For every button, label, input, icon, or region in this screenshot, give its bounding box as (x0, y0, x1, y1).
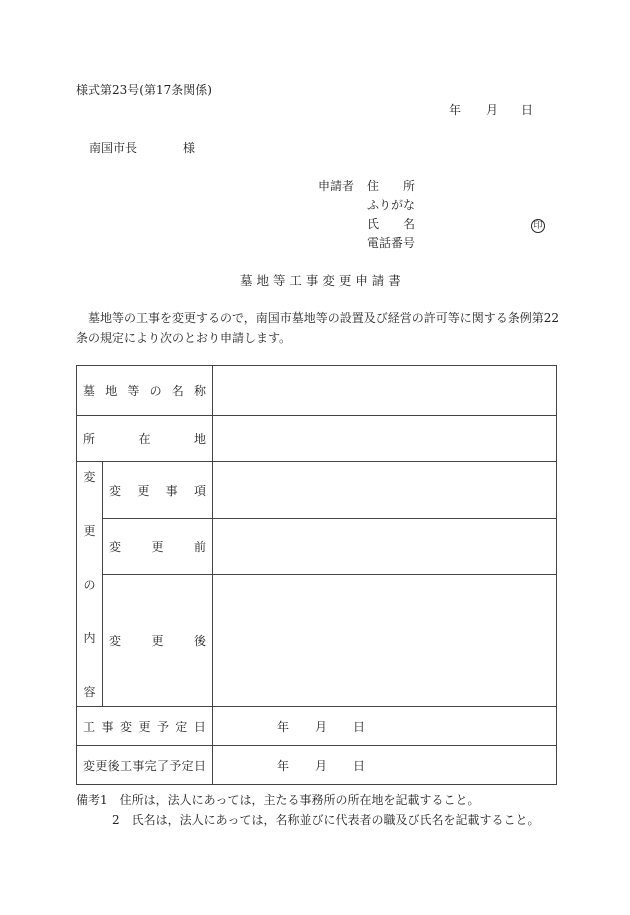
applicant-label: 申請者 (318, 179, 355, 193)
document-title: 墓 地 等 工 事 変 更 申 請 書 (240, 273, 401, 288)
char: 名 (402, 217, 415, 231)
label-char: 後 (193, 634, 206, 649)
scheduled-change-date-field[interactable] (213, 707, 557, 746)
body-line-1: 墓地等の工事を変更するので，南国市墓地等の設置及び経営の許可等に関する条例第22 (88, 311, 560, 325)
label-char: 工 (83, 719, 96, 734)
scheduled-change-date-label (77, 707, 213, 746)
label-char: 所 (83, 432, 96, 446)
label-char: 前 (193, 540, 206, 555)
label-char: 定 (175, 719, 188, 734)
label-char: 更 (95, 758, 108, 773)
label-char: 了 (156, 758, 169, 773)
row-change-item (77, 462, 557, 519)
date-day: 日 (521, 103, 534, 117)
label-char: 事 (101, 719, 114, 734)
note-2: 2 氏名は，法人にあっては，名称並びに代表者の職及び氏名を記載すること。 (112, 813, 540, 827)
row-scheduled-completion-date (77, 746, 557, 785)
label-char: 更 (151, 634, 164, 649)
day-unit: 日 (353, 758, 366, 773)
label-char: 予 (156, 719, 169, 734)
label-char: 予 (169, 758, 182, 773)
label-char: 後 (107, 758, 120, 773)
applicant-name-label (367, 217, 415, 231)
facility-name-field[interactable] (213, 366, 557, 416)
applicant-furigana-label: ふりがな (367, 198, 416, 212)
applicant-phone-label: 電話番号 (367, 236, 416, 250)
label-char: 事 (132, 758, 145, 773)
facility-name-label (77, 366, 213, 416)
label-char: 地 (193, 432, 206, 446)
char: 氏 (367, 217, 380, 231)
label-char: 更 (137, 483, 150, 498)
scheduled-completion-date-label (77, 746, 213, 785)
label-char: 定 (181, 758, 194, 773)
char: 所 (402, 179, 415, 193)
month-unit: 月 (315, 719, 328, 734)
label-char: 変 (83, 758, 96, 773)
label-char: 地 (105, 384, 118, 398)
change-content-label (77, 462, 103, 707)
label-char: 容 (83, 685, 96, 699)
label-char: 在 (138, 432, 151, 446)
char: 住 (367, 179, 380, 193)
row-facility-name (77, 366, 557, 416)
year-unit: 年 (277, 719, 290, 734)
label-char: 変 (109, 483, 122, 498)
body-line-2: 条の規定により次のとおり申請します。 (76, 331, 292, 345)
location-label (77, 416, 213, 462)
label-char: 称 (193, 384, 206, 398)
row-before-change (77, 519, 557, 575)
change-item-field[interactable] (213, 462, 557, 519)
label-char: 更 (83, 523, 96, 538)
label-char: 変 (119, 719, 132, 734)
seal-mark (531, 217, 545, 233)
label-char: 等 (127, 384, 140, 398)
location-field[interactable] (213, 416, 557, 462)
note-1: 備考1 住所は，法人にあっては，主たる事務所の所在地を記載すること。 (76, 793, 480, 807)
date-month: 月 (486, 103, 499, 117)
label-char: 変 (83, 470, 96, 484)
change-item-label (103, 462, 213, 519)
label-char: 日 (193, 758, 206, 773)
label-char: 名 (171, 384, 184, 398)
label-char: 事 (165, 483, 178, 498)
before-change-label (103, 519, 213, 575)
after-change-field[interactable] (213, 575, 557, 707)
addressee-honorific: 様 (183, 141, 196, 155)
applicant-address-label (367, 179, 415, 193)
label-char: 墓 (83, 384, 96, 398)
label-char: 更 (151, 540, 164, 555)
label-char: の (83, 577, 96, 592)
label-char: 更 (138, 719, 151, 734)
scheduled-completion-date-field[interactable] (213, 746, 557, 785)
label-char: 変 (109, 540, 122, 555)
label-char: 項 (193, 483, 206, 498)
application-table (76, 365, 557, 785)
row-after-change (77, 575, 557, 707)
month-unit: 月 (315, 758, 328, 773)
day-unit: 日 (353, 719, 366, 734)
after-change-label (103, 575, 213, 707)
row-location (77, 416, 557, 462)
label-char: 日 (193, 719, 206, 734)
label-char: の (149, 384, 162, 398)
label-char: 内 (83, 631, 96, 646)
date-year: 年 (449, 103, 462, 117)
label-char: 変 (109, 634, 122, 649)
addressee-name: 南国市長 (89, 141, 138, 155)
seal-icon: 印 (531, 219, 545, 233)
before-change-field[interactable] (213, 519, 557, 575)
row-scheduled-change-date (77, 707, 557, 746)
label-char: 工 (119, 758, 132, 773)
label-char: 完 (144, 758, 157, 773)
form-number: 様式第23号(第17条関係) (76, 83, 212, 97)
year-unit: 年 (277, 758, 290, 773)
